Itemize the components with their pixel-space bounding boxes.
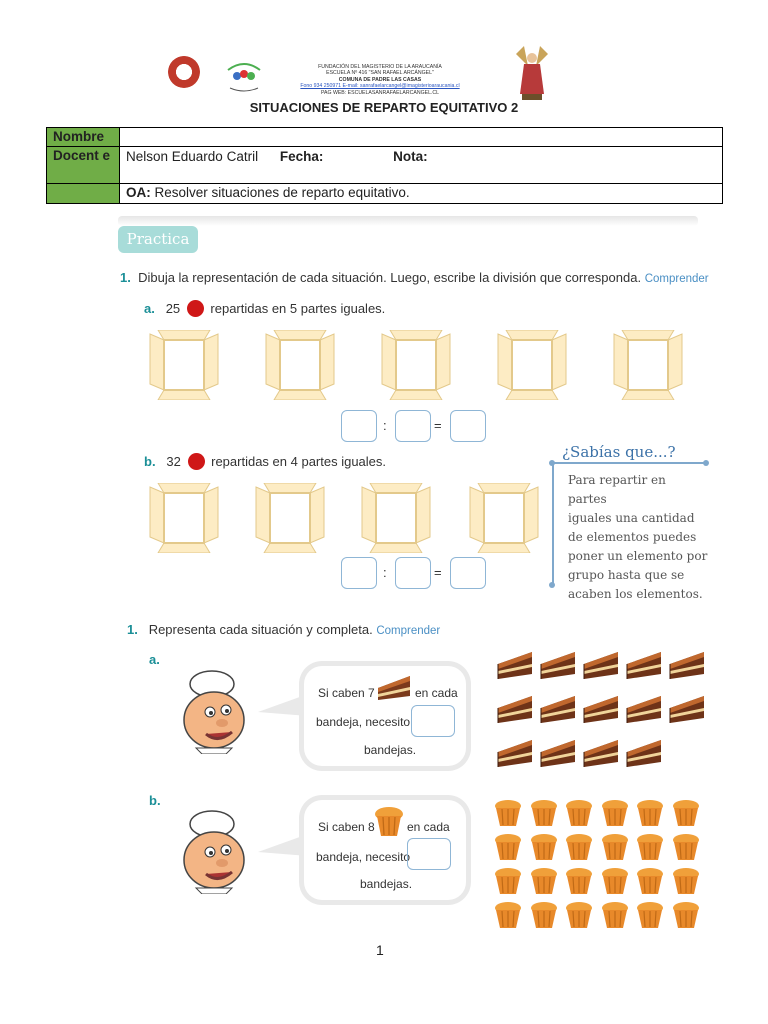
exercise2b-letter: b. (149, 793, 161, 808)
exercise1a-letter: a. (144, 301, 155, 316)
cupcake-icon (672, 833, 700, 866)
exercise2a-letter: a. (149, 652, 160, 667)
school-logo-left (168, 56, 200, 88)
cake-slice-icon (582, 736, 620, 775)
oa-value: Resolver situaciones de reparto equitativo. (154, 185, 410, 200)
bubble-b-post: en cada (407, 820, 450, 834)
school-line: FUNDACIÓN DEL MAGISTERIO DE LA ARAUCANÍA (318, 64, 442, 70)
bubble-tail (258, 690, 308, 720)
school-info (300, 64, 460, 96)
bubble-a-line2: bandeja, necesito (316, 715, 411, 729)
exercise1-skill: Comprender (644, 273, 709, 285)
cupcake-icon (565, 867, 593, 900)
quotient-box-b[interactable] (450, 557, 486, 589)
chef-character-icon (176, 668, 256, 754)
document-title: SITUACIONES DE REPARTO EQUITATIVO 2 (249, 100, 519, 115)
sabias-line: de elementos puedes (568, 530, 697, 544)
sabias-line: Para repartir en partes (568, 473, 666, 506)
cupcake-icon (565, 833, 593, 866)
cake-slice-icon (625, 736, 663, 775)
exercise2-number: 1. (127, 622, 138, 637)
drawing-box[interactable] (494, 330, 570, 400)
cake-slice-icon (376, 672, 412, 702)
bubble-b-line3: bandejas. (360, 877, 413, 891)
exercise1a-text: repartidas en 5 partes iguales. (210, 301, 386, 316)
info-table (46, 127, 723, 204)
div-sign: : (383, 565, 387, 580)
exercise2-instruction (127, 622, 440, 637)
div-sign: : (383, 418, 387, 433)
drawing-box[interactable] (252, 483, 328, 553)
cake-slice-icon (496, 648, 534, 687)
sabias-dot (703, 460, 709, 466)
chef-character-icon (176, 808, 256, 894)
school-contact[interactable]: Fono 934 250971 E-mail: sanrafaelarcangel@imagisterioaraucania.cl (300, 83, 460, 90)
exercise1-text: Dibuja la representación de cada situación. Luego, escribe la división que corresponda. (138, 270, 642, 285)
cupcake-icon (636, 799, 664, 832)
divisor-box-a[interactable] (395, 410, 431, 442)
cupcake-icon (374, 806, 404, 838)
cupcake-icon (672, 867, 700, 900)
sabias-dot (549, 460, 555, 466)
divisor-box-b[interactable] (395, 557, 431, 589)
cupcake-icon (601, 799, 629, 832)
dividend-box-a[interactable] (341, 410, 377, 442)
cupcake-icon (565, 901, 593, 934)
quotient-box-a[interactable] (450, 410, 486, 442)
docente-value: Nelson Eduardo Catril (126, 149, 259, 164)
exercise1-number: 1. (120, 270, 131, 285)
drawing-box[interactable] (146, 330, 222, 400)
cake-slice-icon (625, 692, 663, 731)
cupcake-icon (530, 867, 558, 900)
bubble-a-post: en cada (415, 686, 458, 700)
exercise1b (144, 453, 386, 470)
red-ball-icon (187, 300, 204, 317)
answer-box-b[interactable] (407, 838, 451, 870)
drawing-box[interactable] (610, 330, 686, 400)
answer-box-a[interactable] (411, 705, 455, 737)
cake-slice-icon (668, 648, 706, 687)
oa-label-cell (47, 184, 120, 204)
oa-cell (120, 184, 723, 204)
sabias-line: grupo hasta que se (568, 568, 685, 582)
cupcake-icon (530, 901, 558, 934)
eq-sign: = (434, 565, 442, 580)
sabias-border (552, 462, 554, 586)
cupcake-icon (494, 901, 522, 934)
cake-slice-icon (625, 648, 663, 687)
exercise1b-letter: b. (144, 454, 156, 469)
exercise1a (144, 300, 385, 317)
docente-cell (120, 147, 723, 184)
school-line: ESCUELA Nº 416 "SAN RAFAEL ARCÁNGEL" (326, 70, 434, 77)
bubble-tail (258, 830, 308, 860)
school-line: COMUNA DE PADRE LAS CASAS (338, 76, 422, 83)
bubble-a-line3: bandejas. (364, 743, 417, 757)
drawing-box[interactable] (146, 483, 222, 553)
drawing-box[interactable] (262, 330, 338, 400)
sabias-title: ¿Sabías que...? (562, 443, 676, 461)
nombre-label: Nombre (47, 128, 120, 147)
exercise2-text: Representa cada situación y completa. (148, 622, 373, 637)
exercise1b-text: repartidas en 4 partes iguales. (211, 454, 387, 469)
school-logo-middle (222, 52, 266, 96)
cupcake-icon (601, 901, 629, 934)
cupcake-icon (565, 799, 593, 832)
cupcake-icon (601, 833, 629, 866)
cake-slice-icon (582, 692, 620, 731)
exercise1a-qty: 25 (165, 301, 181, 316)
cake-slice-icon (539, 692, 577, 731)
oa-label: OA: (126, 185, 151, 200)
drawing-box[interactable] (466, 483, 542, 553)
sabias-line: acaben los elementos. (568, 587, 703, 601)
sabias-dot (549, 582, 555, 588)
bubble-b-line2: bandeja, necesito (316, 850, 411, 864)
cupcake-icon (494, 867, 522, 900)
cupcake-icon (494, 833, 522, 866)
red-ball-icon (188, 453, 205, 470)
dividend-box-b[interactable] (341, 557, 377, 589)
sabias-text (568, 471, 708, 604)
nombre-field[interactable] (120, 128, 723, 147)
cupcake-icon (636, 833, 664, 866)
school-web[interactable]: PAG WEB: ESCUELASANRAFAELARCANGEL.CL (320, 89, 440, 96)
eq-sign: = (434, 418, 442, 433)
sabias-divider (552, 462, 706, 464)
bubble-a-pre: Si caben 7 (318, 686, 375, 700)
page-number: 1 (376, 942, 384, 958)
section-banner (118, 216, 698, 226)
cake-slice-icon (539, 648, 577, 687)
cupcake-icon (530, 799, 558, 832)
drawing-box[interactable] (358, 483, 434, 553)
cupcake-icon (672, 799, 700, 832)
nota-label: Nota: (393, 149, 428, 164)
cupcake-icon (530, 833, 558, 866)
cake-slice-icon (539, 736, 577, 775)
archangel-image (514, 44, 550, 102)
cupcake-icon (494, 799, 522, 832)
cake-slice-icon (582, 648, 620, 687)
fecha-label: Fecha: (279, 149, 324, 164)
sabias-line: iguales una cantidad (568, 511, 695, 525)
cake-slice-icon (668, 692, 706, 731)
practica-label: Practica (118, 226, 198, 253)
exercise1-instruction (120, 270, 709, 285)
bubble-b-pre: Si caben 8 (318, 820, 375, 834)
docente-label: Docent e (47, 147, 120, 184)
cupcake-icon (672, 901, 700, 934)
cake-slice-icon (496, 692, 534, 731)
exercise2-skill: Comprender (376, 625, 441, 637)
cupcake-icon (636, 901, 664, 934)
exercise1b-qty: 32 (166, 454, 181, 469)
sabias-line: poner un elemento por (568, 549, 708, 563)
drawing-box[interactable] (378, 330, 454, 400)
cupcake-icon (601, 867, 629, 900)
cupcake-icon (636, 867, 664, 900)
cake-slice-icon (496, 736, 534, 775)
